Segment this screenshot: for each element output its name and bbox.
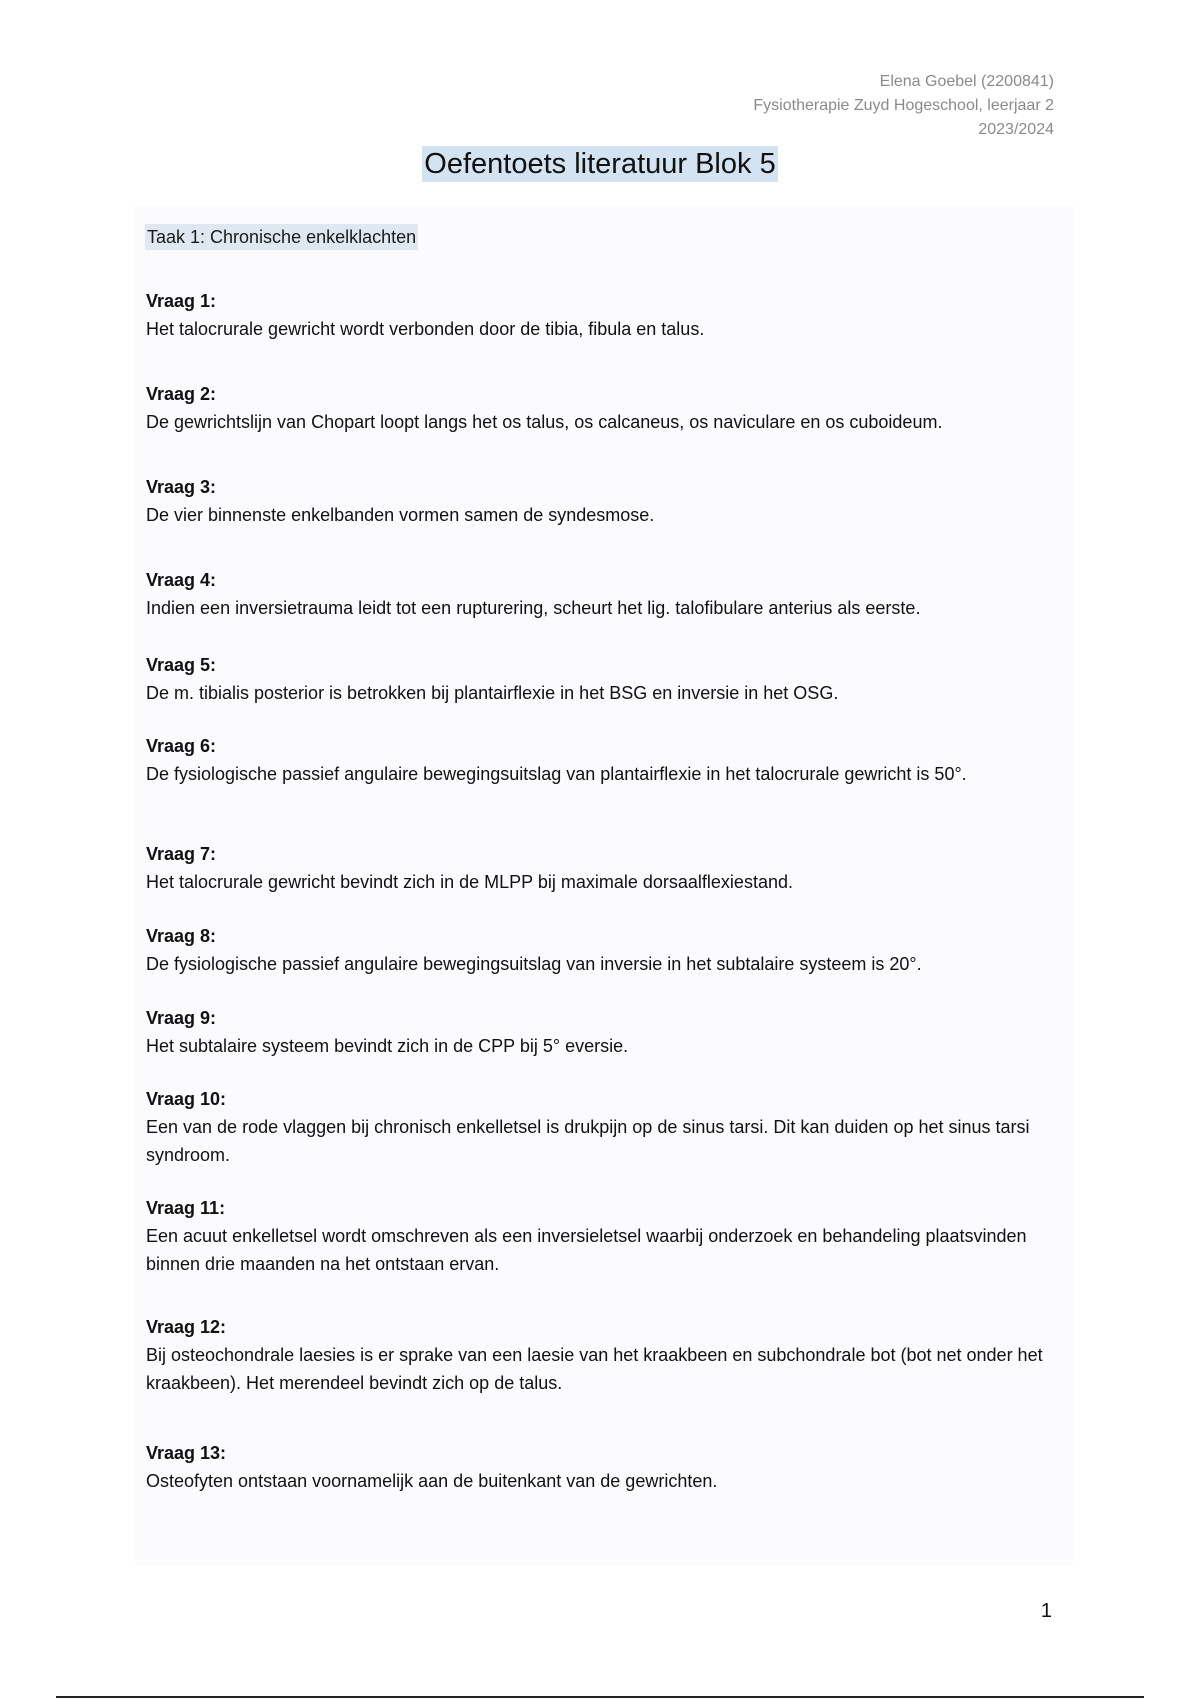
author-line: Elena Goebel (2200841) bbox=[879, 73, 1054, 90]
question-10 bbox=[146, 1085, 1066, 1169]
question-11 bbox=[146, 1194, 1066, 1278]
question-text: Indien een inversietrauma leidt tot een rupturering, scheurt het lig. talofibulare anterius als eerste. bbox=[146, 598, 921, 618]
question-12 bbox=[146, 1313, 1066, 1397]
question-label: Vraag 7: bbox=[146, 844, 217, 864]
page-number: 1 bbox=[1040, 1600, 1052, 1622]
footer-divider bbox=[56, 1696, 1144, 1698]
question-4 bbox=[146, 566, 1066, 622]
question-7 bbox=[146, 840, 1066, 896]
question-label: Vraag 11: bbox=[146, 1198, 226, 1218]
question-text: De fysiologische passief angulaire bewegingsuitslag van plantairflexie in het talocrurale gewricht is 50°. bbox=[146, 764, 967, 784]
year-line: 2023/2024 bbox=[978, 121, 1054, 138]
question-text: Het subtalaire systeem bevindt zich in de CPP bij 5° eversie. bbox=[146, 1036, 629, 1056]
task-heading: Taak 1: Chronische enkelklachten bbox=[145, 224, 418, 250]
question-text: Het talocrurale gewricht wordt verbonden door de tibia, fibula en talus. bbox=[146, 319, 705, 339]
question-text: De m. tibialis posterior is betrokken bij plantairflexie in het BSG en inversie in het OSG. bbox=[146, 683, 839, 703]
question-5 bbox=[146, 651, 1066, 707]
question-label: Vraag 6: bbox=[146, 736, 217, 756]
document-header bbox=[753, 70, 1054, 142]
question-text: Een van de rode vlaggen bij chronisch enkelletsel is drukpijn op de sinus tarsi. Dit kan duiden op het sinus tarsi syndroom. bbox=[146, 1117, 1030, 1165]
question-text: Bij osteochondrale laesies is er sprake van een laesie van het kraakbeen en subchondrale bot (bot net onder het kraakbeen). Het merendeel bevindt zich op de talus. bbox=[146, 1345, 1043, 1393]
question-label: Vraag 1: bbox=[146, 291, 217, 311]
page-title: Oefentoets literatuur Blok 5 bbox=[424, 148, 776, 180]
question-label: Vraag 2: bbox=[146, 384, 217, 404]
question-text: De fysiologische passief angulaire bewegingsuitslag van inversie in het subtalaire systeem is 20°. bbox=[146, 954, 922, 974]
question-label: Vraag 13: bbox=[146, 1443, 227, 1463]
question-text: Osteofyten ontstaan voornamelijk aan de buitenkant van de gewrichten. bbox=[146, 1471, 718, 1491]
question-label: Vraag 5: bbox=[146, 655, 217, 675]
question-3 bbox=[146, 473, 1066, 529]
question-1 bbox=[146, 287, 1066, 343]
question-13 bbox=[146, 1439, 1066, 1495]
question-label: Vraag 8: bbox=[146, 926, 217, 946]
question-9 bbox=[146, 1004, 1066, 1060]
question-text: Het talocrurale gewricht bevindt zich in de MLPP bij maximale dorsaalflexiestand. bbox=[146, 872, 793, 892]
question-text: De gewrichtslijn van Chopart loopt langs het os talus, os calcaneus, os naviculare en os cuboideum. bbox=[146, 412, 943, 432]
question-text: De vier binnenste enkelbanden vormen samen de syndesmose. bbox=[146, 505, 655, 525]
question-2 bbox=[146, 380, 1066, 436]
question-label: Vraag 10: bbox=[146, 1089, 227, 1109]
question-label: Vraag 4: bbox=[146, 570, 217, 590]
question-label: Vraag 3: bbox=[146, 477, 217, 497]
question-label: Vraag 9: bbox=[146, 1008, 217, 1028]
institution-line: Fysiotherapie Zuyd Hogeschool, leerjaar 2 bbox=[753, 97, 1054, 114]
question-6 bbox=[146, 732, 1066, 788]
question-text: Een acuut enkelletsel wordt omschreven als een inversieletsel waarbij onderzoek en behandeling plaatsvinden binnen drie maanden na het ontstaan ervan. bbox=[146, 1226, 1027, 1274]
title-container bbox=[0, 146, 1200, 182]
question-8 bbox=[146, 922, 1066, 978]
question-label: Vraag 12: bbox=[146, 1317, 227, 1337]
